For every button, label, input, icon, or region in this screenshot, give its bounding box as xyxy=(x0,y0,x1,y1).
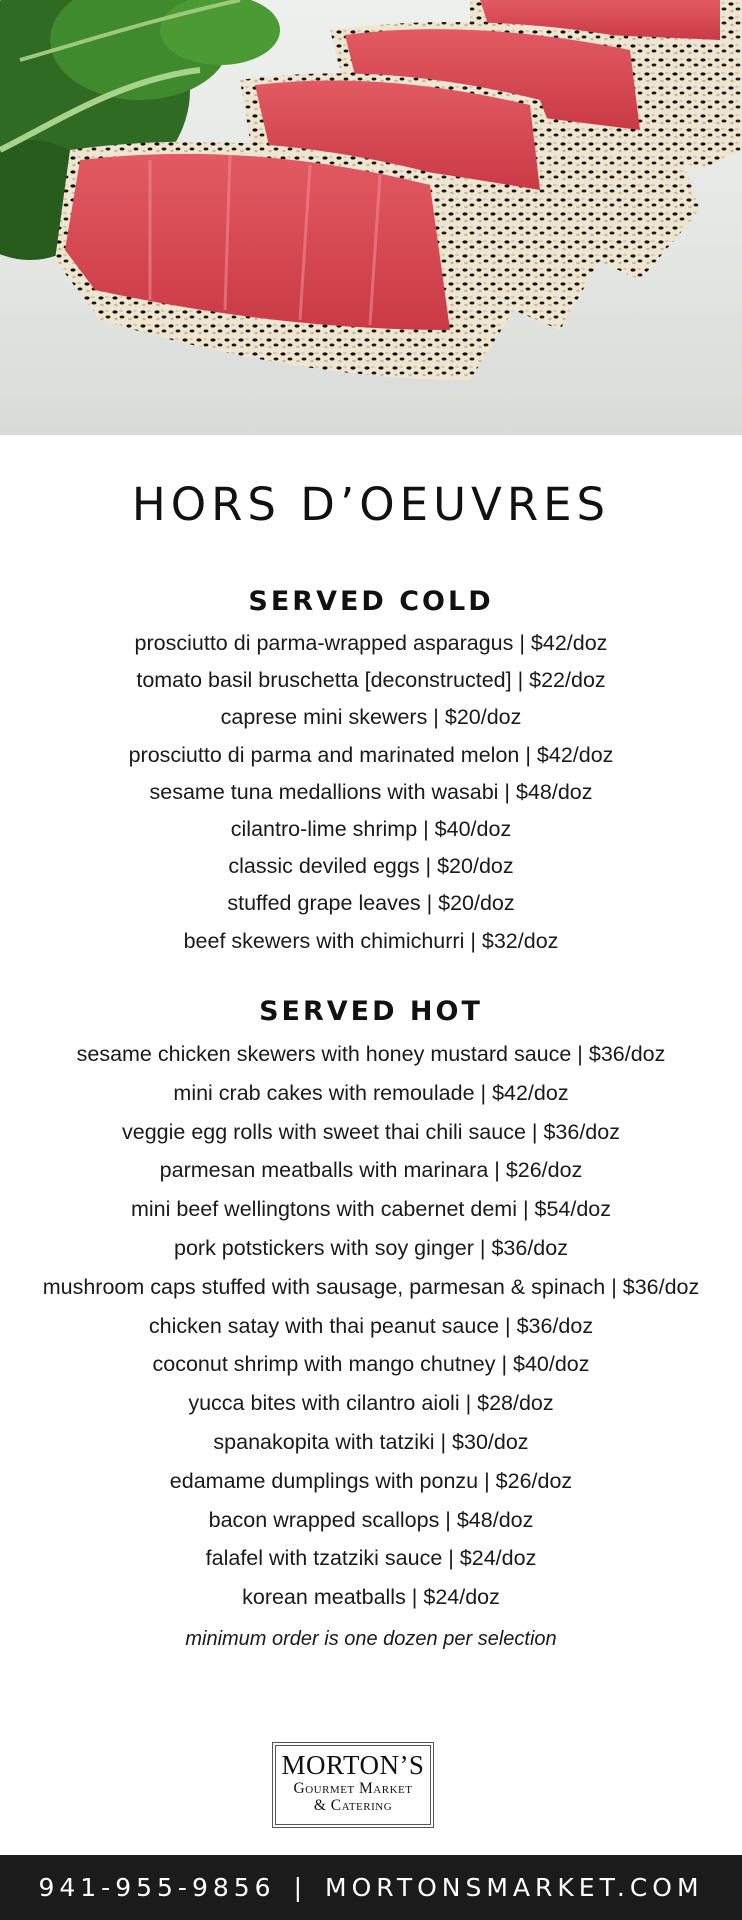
list-item: pork potstickers with soy ginger | $36/doz xyxy=(174,1235,568,1260)
mortons-logo xyxy=(272,1742,434,1828)
list-item: chicken satay with thai peanut sauce | $36/doz xyxy=(148,1313,594,1338)
logo-line-2: & Catering xyxy=(313,1797,393,1814)
list-item: prosciutto di parma and marinated melon | $42/doz xyxy=(128,742,614,767)
list-item: beef skewers with chimichurri | $32/doz xyxy=(183,928,559,953)
list-item: parmesan meatballs with marinara | $26/doz xyxy=(159,1158,583,1183)
website-link[interactable]: MORTONSMARKET.COM xyxy=(325,1873,704,1902)
list-item: falafel with tzatziki sauce | $24/doz xyxy=(205,1546,537,1571)
list-item: cilantro-lime shrimp | $40/doz xyxy=(230,817,512,842)
served-cold-title: SERVED COLD xyxy=(248,586,494,617)
list-item: stuffed grape leaves | $20/doz xyxy=(227,891,515,916)
list-item: yucca bites with cilantro aioli | $28/doz xyxy=(188,1391,554,1416)
page-title: HORS D’OEUVRES xyxy=(131,478,611,531)
list-item: edamame dumplings with ponzu | $26/doz xyxy=(169,1468,573,1493)
logo-name: MORTON’S xyxy=(281,1750,425,1780)
minimum-order-note: minimum order is one dozen per selection xyxy=(185,1628,557,1650)
served-hot-title: SERVED HOT xyxy=(259,996,483,1027)
served-hot-list xyxy=(0,1035,742,1617)
list-item: mushroom caps stuffed with sausage, parmesan & spinach | $36/doz xyxy=(42,1274,700,1299)
hero-photo-sesame-tuna xyxy=(0,0,742,435)
list-item: korean meatballs | $24/doz xyxy=(242,1585,500,1610)
list-item: veggie egg rolls with sweet thai chili sauce | $36/doz xyxy=(122,1119,620,1144)
logo-line-1: Gourmet Market xyxy=(293,1780,413,1797)
served-cold-list xyxy=(0,625,742,960)
list-item: caprese mini skewers | $20/doz xyxy=(220,705,522,730)
list-item: mini crab cakes with remoulade | $42/doz xyxy=(173,1080,569,1105)
list-item: sesame tuna medallions with wasabi | $48/doz xyxy=(149,779,593,804)
logo-frame xyxy=(275,1745,431,1825)
list-item: sesame chicken skewers with honey mustard sauce | $36/doz xyxy=(76,1042,666,1066)
list-item: bacon wrapped scallops | $48/doz xyxy=(208,1507,534,1532)
list-item: coconut shrimp with mango chutney | $40/doz xyxy=(152,1352,590,1377)
phone-number[interactable]: 941-955-9856 xyxy=(38,1873,276,1902)
list-item: classic deviled eggs | $20/doz xyxy=(228,854,514,879)
list-item: spanakopita with tatziki | $30/doz xyxy=(213,1429,529,1454)
footer-bar xyxy=(0,1855,742,1920)
footer-separator: | xyxy=(293,1873,308,1902)
tuna-illustration xyxy=(0,0,742,435)
list-item: tomato basil bruschetta [deconstructed] | $22/doz xyxy=(136,668,606,693)
list-item: prosciutto di parma-wrapped asparagus | $42/doz xyxy=(134,631,608,655)
list-item: mini beef wellingtons with cabernet demi | $54/doz xyxy=(130,1197,612,1222)
